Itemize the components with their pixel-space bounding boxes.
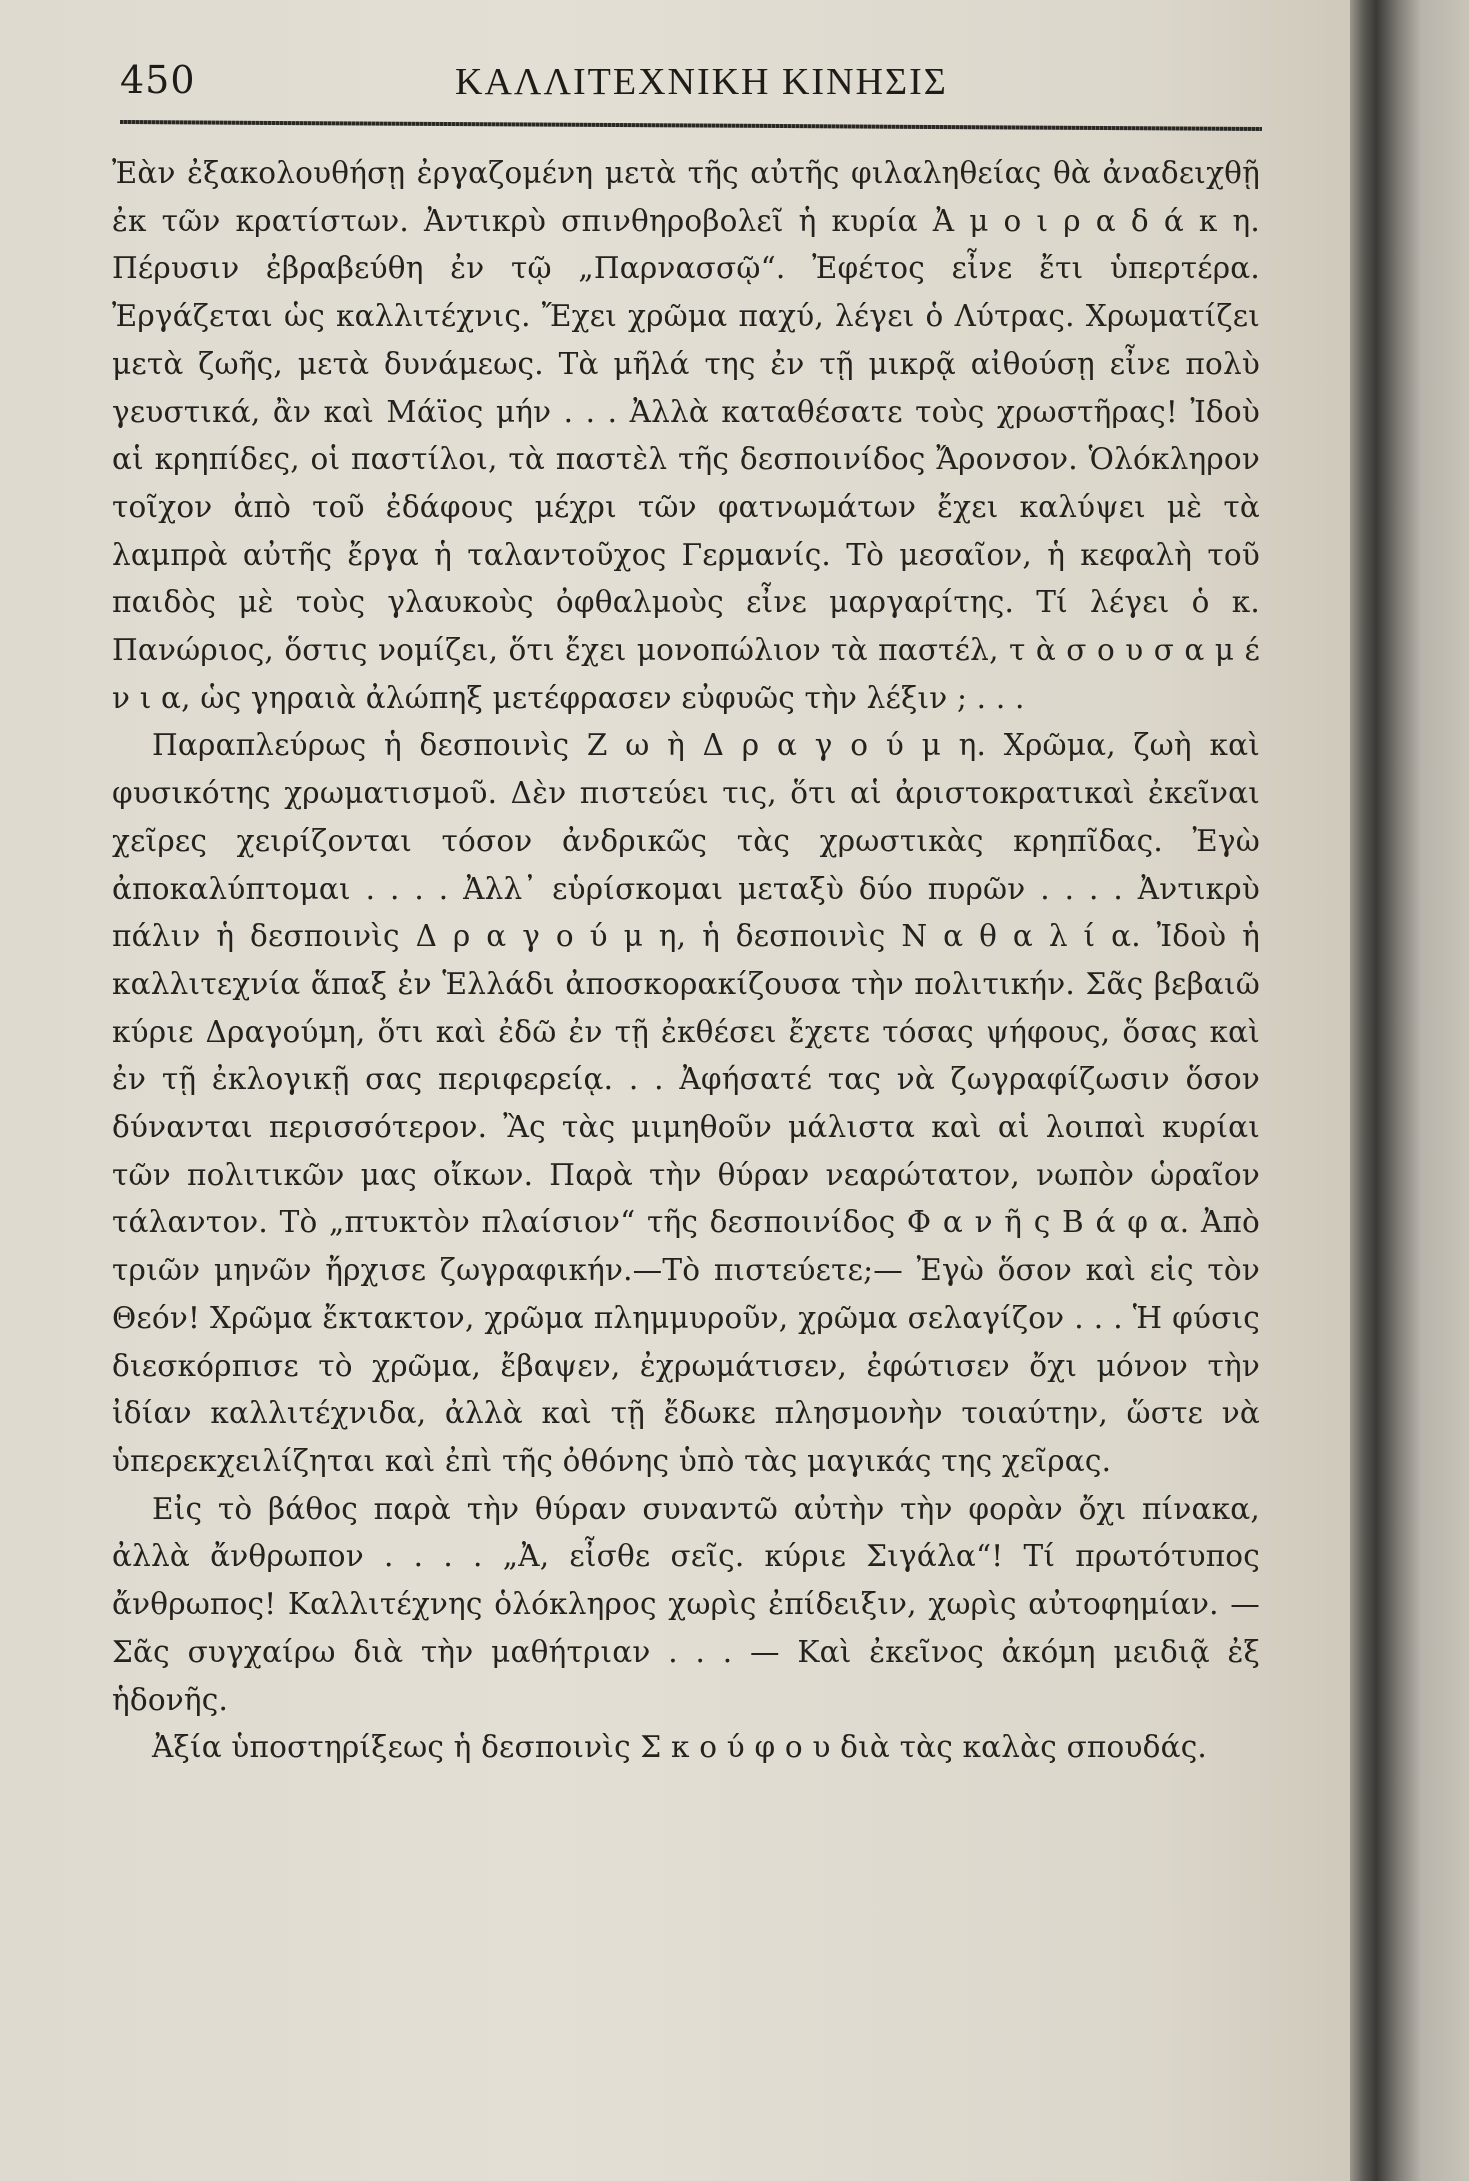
book-gutter xyxy=(1350,0,1469,2181)
page-number: 450 xyxy=(120,58,196,102)
paragraph: Παραπλεύρως ἡ δεσποινὶς Ζ ω ὴ Δ ρ α γ ο ύ μ η. Χρῶμα, ζωὴ καὶ φυσικότης χρωματισμοῦ. Δὲν πιστεύει τις, ὅτι αἱ ἀριστοκρατικαὶ ἐκεῖναι χεῖρες χειρίζονται τόσον ἀνδρικῶς τὰς χρωστικὰς κρηπῖδας. Ἐγὼ ἀποκαλύπτομαι . . . . Ἀλλ᾽ εὑρίσκομαι μεταξὺ δύο πυρῶν . . . . Ἀντικρὺ πάλιν ἡ δεσποινὶς Δ ρ α γ ο ύ μ η, ἡ δεσποινὶς Ν α θ α λ ί α. Ἰδοὺ ἡ καλλιτεχνία ἅπαξ ἐν Ἑλλάδι ἀποσκορακίζουσα τὴν πολιτικήν. Σᾶς βεβαιῶ κύριε Δραγούμη, ὅτι καὶ ἐδῶ ἐν τῇ ἐκθέσει ἔχετε τόσας ψήφους, ὅσας καὶ ἐν τῇ ἐκλογικῇ σας περιφερείᾳ. . . Ἀφήσατέ τας νὰ ζωγραφίζωσιν ὅσον δύνανται περισσότερον. Ἂς τὰς μιμηθοῦν μάλιστα καὶ αἱ λοιπαὶ κυρίαι τῶν πολιτικῶν μας οἴκων. Παρὰ τὴν θύραν νεαρώτατον, νωπὸν ὡραῖον τάλαντον. Τὸ „πτυκτὸν πλαίσιον“ τῆς δεσποινίδος Φ α ν ῆ ς Β ά φ α. Ἀπὸ τριῶν μηνῶν ἤρχισε ζωγραφικήν.—Τὸ πιστεύετε;— Ἐγὼ ὅσον καὶ εἰς τὸν Θεόν! Χρῶμα ἔκτακτον, χρῶμα πλημμυροῦν, χρῶμα σελαγίζον . . . Ἡ φύσις διεσκόρπισε τὸ χρῶμα, ἔβαψεν, ἐχρωμάτισεν, ἐφώτισεν ὄχι μόνον τὴν ἰδίαν καλλιτέχνιδα, ἀλλὰ καὶ τῇ ἔδωκε πλησμονὴν τοιαύτην, ὥστε νὰ ὑπερεκχειλίζηται καὶ ἐπὶ τῆς ὀθόνης ὑπὸ τὰς μαγικάς της χεῖρας. xyxy=(112,728,1260,1478)
page-header xyxy=(120,58,1270,114)
paragraph: Ἐὰν ἐξακολουθήσῃ ἐργαζομένη μετὰ τῆς αὐτῆς φιλαληθείας θὰ ἀναδειχθῇ ἐκ τῶν κρατίστων. Ἀντικρὺ σπινθηροβολεῖ ἡ κυρία Ἀ μ ο ι ρ α δ ά κ η. Πέρυσιν ἐβραβεύθη ἐν τῷ „Παρνασσῷ“. Ἐφέτος εἶνε ἔτι ὑπερτέρα. Ἐργάζεται ὡς καλλιτέχνις. Ἔχει χρῶμα παχύ, λέγει ὁ Λύτρας. Χρωματίζει μετὰ ζωῆς, μετὰ δυνάμεως. Τὰ μῆλά της ἐν τῇ μικρᾷ αἰθούσῃ εἶνε πολὺ γευστικά, ἂν καὶ Μάϊος μήν . . . Ἀλλὰ καταθέσατε τοὺς χρωστῆρας! Ἰδοὺ αἱ κρηπίδες, οἱ παστίλοι, τὰ παστὲλ τῆς δεσποινίδος Ἄρονσον. Ὁλόκληρον τοῖχον ἀπὸ τοῦ ἐδάφους μέχρι τῶν φατνωμάτων ἔχει καλύψει μὲ τὰ λαμπρὰ αὐτῆς ἔργα ἡ ταλαντοῦχος Γερμανίς. Τὸ μεσαῖον, ἡ κεφαλὴ τοῦ παιδὸς μὲ τοὺς γλαυκοὺς ὀφθαλμοὺς εἶνε μαργαρίτης. Τί λέγει ὁ κ. Πανώριος, ὅστις νομίζει, ὅτι ἔχει μονοπώλιον τὰ παστέλ, τ ὰ σ ο υ σ α μ έ ν ι α, ὡς γηραιὰ ἀλώπηξ μετέφρασεν εὐφυῶς τὴν λέξιν ; . . . xyxy=(112,156,1260,715)
body-text xyxy=(112,150,1260,1772)
paragraph: Ἀξία ὑποστηρίξεως ἡ δεσποινὶς Σ κ ο ύ φ ο υ διὰ τὰς καλὰς σπουδάς. xyxy=(152,1730,1207,1765)
header-rule xyxy=(120,120,1262,131)
running-title: ΚΑΛΛΙΤΕΧΝΙΚΗ ΚΙΝΗΣΙΣ xyxy=(455,61,948,103)
paragraph: Εἰς τὸ βάθος παρὰ τὴν θύραν συναντῶ αὐτὴν τὴν φορὰν ὄχι πίνακα, ἀλλὰ ἄνθρωπον . . . . „Ἀ, εἶσθε σεῖς. κύριε Σιγάλα“! Τί πρωτότυπος ἄνθρωπος! Καλλιτέχνης ὁλόκληρος χωρὶς ἐπίδειξιν, χωρὶς αὐτοφημίαν. — Σᾶς συγχαίρω διὰ τὴν μαθήτριαν . . . — Καὶ ἐκεῖνος ἀκόμη μειδιᾷ ἐξ ἡδονῆς. xyxy=(112,1491,1260,1717)
